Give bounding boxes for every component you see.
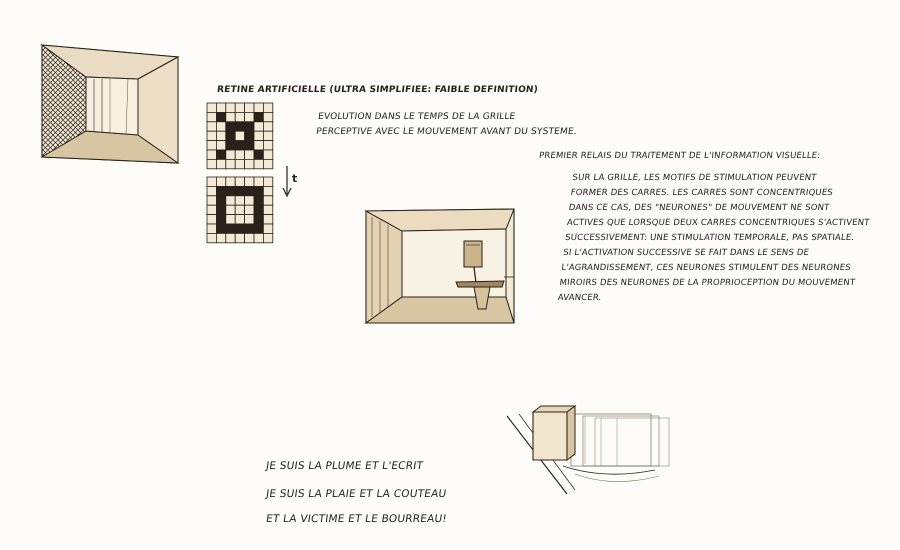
retina-cell	[245, 103, 254, 112]
retina-cell	[207, 122, 216, 131]
retina-cell	[263, 177, 272, 186]
retina-cell	[235, 159, 244, 168]
retina-cell	[245, 233, 254, 242]
retina-cell	[263, 233, 272, 242]
retina-cell	[216, 112, 225, 121]
retina-cell	[254, 141, 263, 150]
retina-cell	[226, 150, 235, 159]
retina-cell	[216, 215, 225, 224]
retina-cell	[254, 186, 263, 195]
retina-cell	[263, 122, 272, 131]
retina-cell	[207, 103, 216, 112]
retina-cell	[254, 159, 263, 168]
retina-cell	[254, 103, 263, 112]
retina-cell	[226, 122, 235, 131]
retina-cell	[207, 186, 216, 195]
retina-cell	[245, 159, 254, 168]
retina-cell	[235, 150, 244, 159]
visual-relay-title: PREMIER RELAIS DU TRAITEMENT DE L'INFORMATION VISUELLE:	[538, 151, 821, 161]
retina-cell	[245, 122, 254, 131]
retina-cell	[245, 224, 254, 233]
retina-cell	[207, 215, 216, 224]
retina-cell	[207, 150, 216, 159]
retina-cell	[263, 103, 272, 112]
retina-cell	[263, 141, 272, 150]
retina-cell	[216, 103, 225, 112]
retina-cell	[216, 196, 225, 205]
robot-corridor-sketch	[362, 205, 522, 327]
retina-cell	[245, 186, 254, 195]
retina-cell	[207, 141, 216, 150]
retina-cell	[226, 224, 235, 233]
retina-cell	[235, 196, 244, 205]
retina-cell	[226, 233, 235, 242]
retina-cell	[235, 112, 244, 121]
retina-cell	[254, 196, 263, 205]
retina-cell	[235, 122, 244, 131]
time-axis-label: t	[292, 172, 298, 185]
retina-cell	[216, 122, 225, 131]
retina-cell	[254, 233, 263, 242]
retina-cell	[235, 224, 244, 233]
retina-cell	[254, 205, 263, 214]
retina-cell	[263, 196, 272, 205]
retina-cell	[235, 177, 244, 186]
retina-cell	[216, 159, 225, 168]
retina-cell	[245, 141, 254, 150]
poem-line-3: ET LA VICTIME ET LE BOURREAU!	[265, 513, 448, 525]
retina-cell	[263, 150, 272, 159]
retina-cell	[263, 224, 272, 233]
retina-cell	[226, 112, 235, 121]
retina-cell	[245, 177, 254, 186]
retina-cell	[216, 141, 225, 150]
retina-cell	[254, 224, 263, 233]
retina-cell	[207, 112, 216, 121]
retina-cell	[254, 150, 263, 159]
retina-cell	[207, 177, 216, 186]
retina-cell	[263, 131, 272, 140]
retina-cell	[207, 196, 216, 205]
retina-cell	[245, 196, 254, 205]
retina-cell	[245, 112, 254, 121]
poem-line-1: JE SUIS LA PLUME ET L'ECRIT	[265, 460, 424, 472]
grid-evolution-note: EVOLUTION DANS LE TEMPS DE LA GRILLE PERCEPTIVE AVEC LE MOUVEMENT AVANT DU SYSTEME.	[315, 112, 578, 137]
retina-cell	[254, 177, 263, 186]
retina-cell	[207, 224, 216, 233]
retina-cell	[216, 186, 225, 195]
retina-cell	[263, 215, 272, 224]
retina-cell	[254, 112, 263, 121]
retina-cell	[226, 186, 235, 195]
retina-cell	[235, 205, 244, 214]
retina-cell	[226, 159, 235, 168]
retina-cell	[245, 150, 254, 159]
moving-cube-sketch	[505, 402, 675, 497]
retina-cell	[216, 150, 225, 159]
retina-cell	[235, 141, 244, 150]
retina-cell	[226, 177, 235, 186]
retina-cell	[245, 215, 254, 224]
retina-cell	[254, 215, 263, 224]
retina-cell	[216, 224, 225, 233]
retina-grid-frame-1	[206, 102, 274, 170]
retina-cell	[245, 205, 254, 214]
retina-cell	[207, 159, 216, 168]
retina-cell	[263, 159, 272, 168]
retina-cell	[226, 131, 235, 140]
retina-cell	[207, 131, 216, 140]
retina-grid-frame-2	[206, 176, 274, 244]
retina-cell	[216, 131, 225, 140]
retina-cell	[235, 186, 244, 195]
retina-cell	[226, 141, 235, 150]
retina-cell	[263, 205, 272, 214]
retina-cell	[254, 122, 263, 131]
retina-cell	[226, 196, 235, 205]
retina-cell	[235, 103, 244, 112]
retina-cell	[235, 233, 244, 242]
retina-cell	[263, 112, 272, 121]
retina-grid-title: RETINE ARTIFICIELLE (ULTRA SIMPLIFIEE: FAIBLE DEFINITION)	[216, 85, 539, 95]
retina-cell	[216, 233, 225, 242]
retina-cell	[216, 177, 225, 186]
retina-cell	[235, 215, 244, 224]
retina-cell	[235, 131, 244, 140]
retina-cell	[226, 103, 235, 112]
retina-cell	[226, 215, 235, 224]
retina-cell	[207, 233, 216, 242]
poem-line-2: JE SUIS LA PLAIE ET LA COUTEAU	[265, 488, 448, 500]
tunnel-sketch	[28, 35, 188, 170]
visual-relay-body: SUR LA GRILLE, LES MOTIFS DE STIMULATION PEUVENT FORMER DES CARRES. LES CARRES SONT CONCENTRIQUES DANS CE CAS, DES "NEURONES" DE MOUVEMENT NE SONT ACTIVES QUE LORSQUE DEUX CARRES CONCENTRIQUES S'ACTIVENT SUCCESSIVEMENT: UNE STIMULATION TEMPORALE, PAS SPATIALE. SI L'ACTIVATION SUCCESSIVE SE FAIT DANS LE SENS DE L'AGRANDISSEMENT, CES NEURONES STIMULENT DES NEURONES MIROIRS DES NEURONES DE LA PROPRIOCEPTION DU MOUVEMENT AVANCER.	[557, 173, 871, 303]
retina-cell	[207, 205, 216, 214]
retina-cell	[263, 186, 272, 195]
retina-cell	[226, 205, 235, 214]
retina-cell	[216, 205, 225, 214]
retina-cell	[245, 131, 254, 140]
retina-cell	[254, 131, 263, 140]
